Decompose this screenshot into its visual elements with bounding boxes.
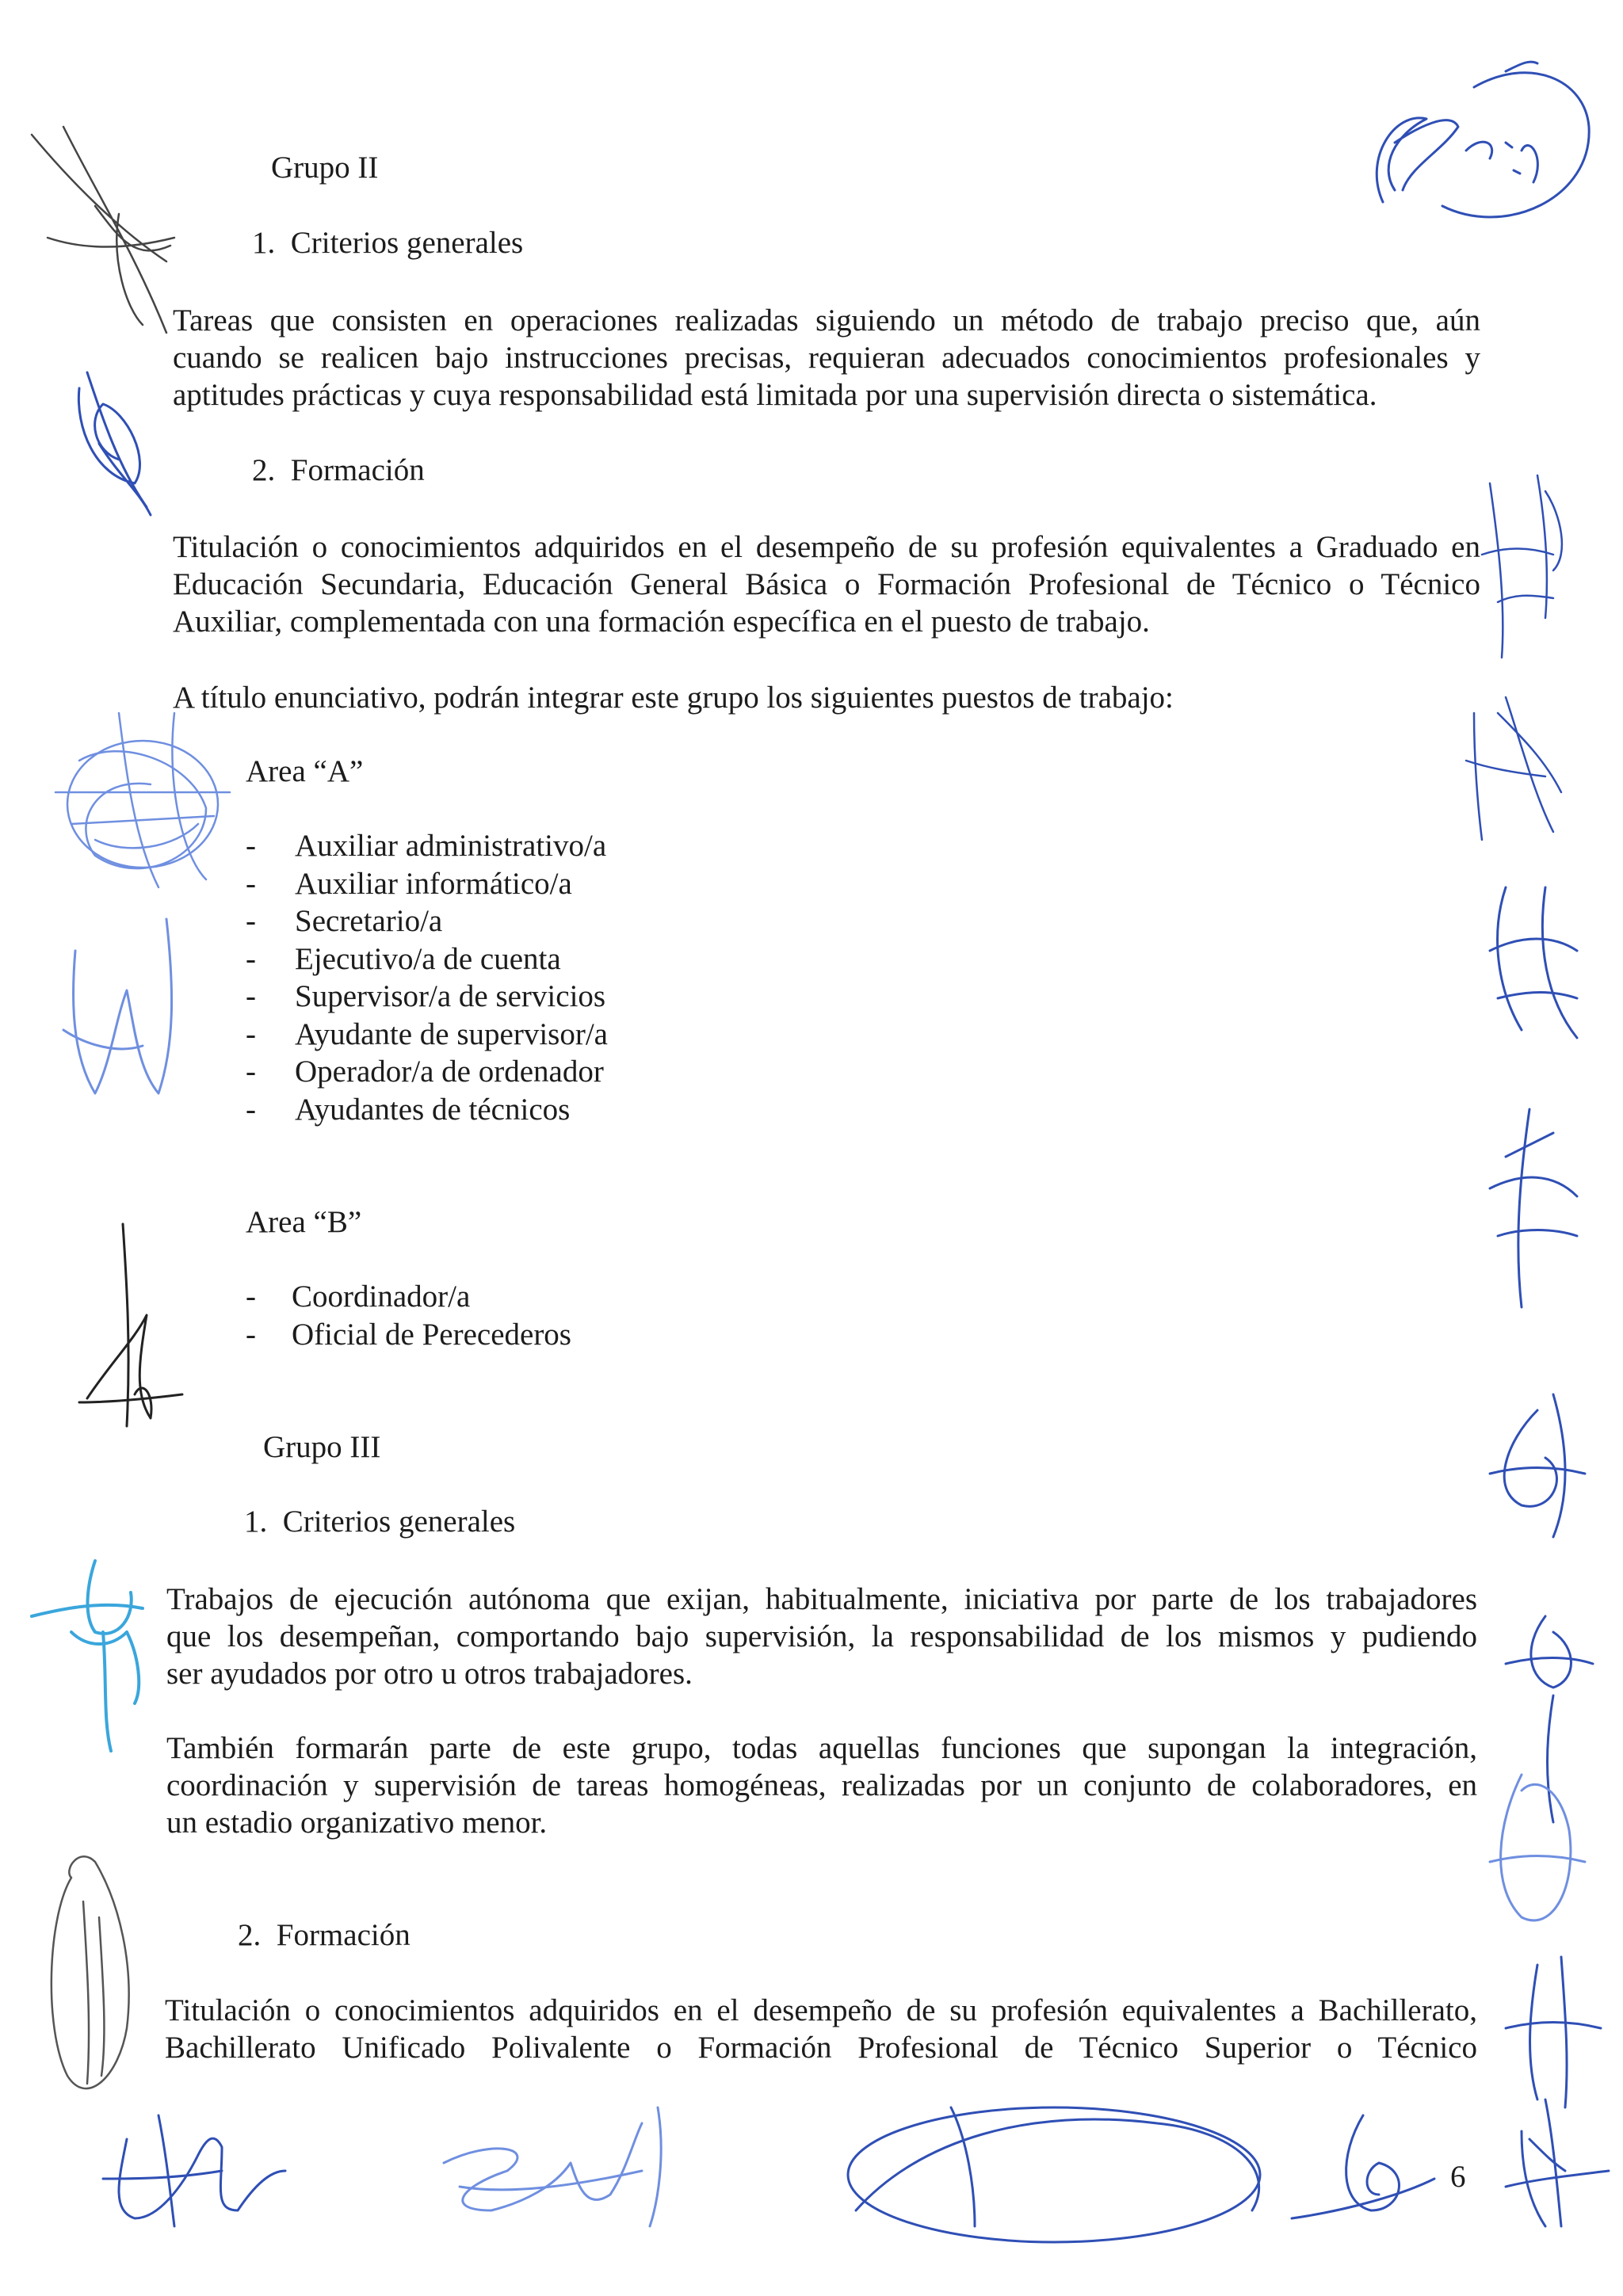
signature-right-5 — [1490, 1394, 1585, 1537]
grupo-iii-criterios-paragraph-2 — [166, 1730, 1477, 1841]
paragraph-line: Auxiliar, complementada con una formación específica en el puesto de trabajo. — [173, 605, 1150, 639]
signature-right-3 — [1490, 887, 1577, 1038]
signature-right-2 — [1466, 697, 1561, 840]
signature-bottom-3 — [848, 2107, 1260, 2242]
paragraph-line: que los desempeñan, comportando bajo supervisión, la responsabilidad de los mismos y pudiendo — [166, 1619, 1477, 1653]
grupo-ii-criterios-heading: 1. Criterios generales — [252, 226, 524, 260]
paragraph-line: ser ayudados por otro u otros trabajadores. — [166, 1657, 693, 1691]
paragraph-line: Trabajos de ejecución autónoma que exijan, habitualmente, iniciativa por parte de los trabajadores — [166, 1582, 1477, 1616]
signature-top-right — [1377, 62, 1589, 217]
paragraph-line: aptitudes prácticas y cuya responsabilidad está limitada por una supervisión directa o sistemática. — [173, 378, 1377, 412]
signature-bottom-4 — [1292, 2115, 1434, 2218]
paragraph-line: Titulación o conocimientos adquiridos en el desempeño de su profesión equivalentes a Graduado en — [173, 530, 1480, 564]
paragraph-line: cuando se realicen bajo instrucciones precisas, requieran adecuados conocimientos profesionales y — [173, 341, 1480, 375]
paragraph-line: Bachillerato Unificado Polivalente o Formación Profesional de Técnico Superior o Técnico — [165, 2031, 1477, 2065]
signature-bottom-5 — [1506, 2100, 1609, 2226]
signature-right-6 — [1506, 1616, 1593, 1822]
area-b-label: Area “B” — [246, 1205, 362, 1239]
signature-right-8 — [1506, 1957, 1601, 2107]
grupo-ii-title: Grupo II — [271, 151, 379, 185]
paragraph-line: Educación Secundaria, Educación General Básica o Formación Profesional de Técnico o Técnico — [173, 567, 1480, 601]
paragraph-line: Titulación o conocimientos adquiridos en el desempeño de su profesión equivalentes a Bachillerato, — [165, 1993, 1477, 2027]
page-number: 6 — [1450, 2160, 1466, 2194]
signature-bottom-1 — [103, 2115, 285, 2226]
signature-left-2 — [55, 713, 230, 887]
paragraph-line: coordinación y supervisión de tareas homogéneas, realizadas por un conjunto de colaboradores, en — [166, 1768, 1477, 1802]
grupo-iii-formacion-heading: 2. Formación — [238, 1918, 411, 1952]
grupo-iii-criterios-heading: 1. Criterios generales — [244, 1505, 516, 1539]
area-a-list: - Auxiliar administrativo/a - Auxiliar informático/a - Secretario/a - Ejecutivo/a de cuenta - Supervisor/a de servicios - Ayudante de supervisor/a - Operador/a de ordenador - Ayudantes de técnicos — [246, 829, 608, 1127]
signature-right-7 — [1490, 1775, 1585, 1920]
signature-bottom-2 — [444, 2107, 661, 2226]
area-b-list: - Coordinador/a - Oficial de Perecederos — [246, 1280, 571, 1352]
paragraph-line: un estadio organizativo menor. — [166, 1806, 548, 1840]
signature-left-6 — [52, 1856, 129, 2088]
signature-left-1 — [78, 372, 151, 515]
grupo-ii-formacion-paragraph — [173, 528, 1480, 640]
signature-right-1 — [1482, 475, 1562, 658]
signature-left-3 — [63, 919, 172, 1093]
area-a-label: Area “A” — [246, 754, 364, 788]
grupo-iii-formacion-paragraph — [165, 1992, 1477, 2066]
signature-left-5 — [32, 1561, 143, 1751]
grupo-ii-formacion-heading: 2. Formación — [252, 453, 425, 487]
grupo-iii-title: Grupo III — [263, 1430, 381, 1464]
signature-right-4 — [1490, 1109, 1577, 1307]
paragraph-line: También formarán parte de este grupo, todas aquellas funciones que supongan la integración, — [166, 1731, 1477, 1765]
grupo-ii-intro: A título enunciativo, podrán integrar este grupo los siguientes puestos de trabajo: — [173, 681, 1174, 715]
signature-left-4 — [79, 1224, 182, 1426]
grupo-ii-criterios-paragraph — [173, 302, 1480, 414]
signature-top-left — [32, 127, 174, 333]
grupo-iii-criterios-paragraph-1 — [166, 1581, 1477, 1692]
paragraph-line: Tareas que consisten en operaciones realizadas siguiendo un método de trabajo preciso que, aún — [173, 303, 1480, 338]
